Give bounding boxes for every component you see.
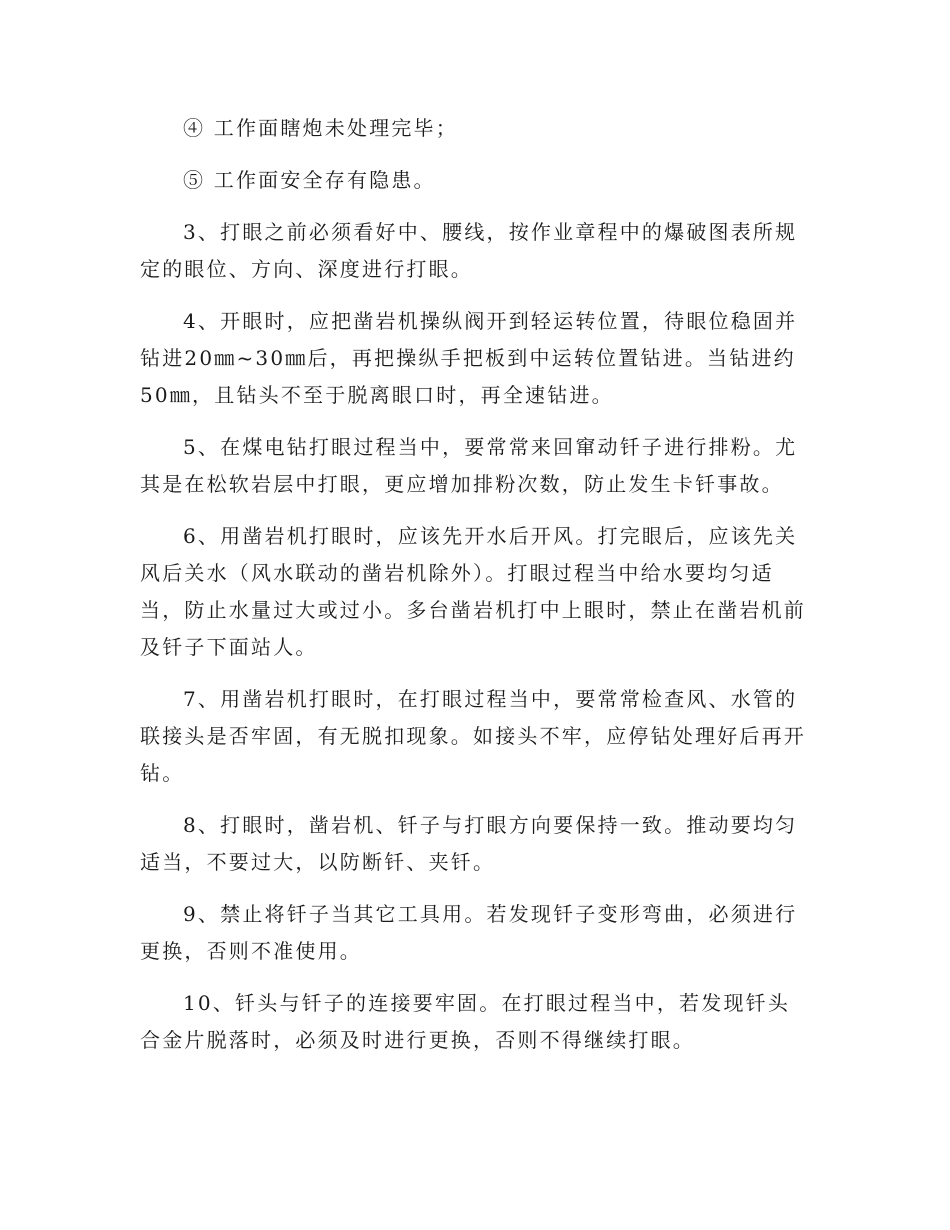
paragraph-3: 3、打眼之前必须看好中、腰线，按作业章程中的爆破图表所规定的眼位、方向、深度进行打眼。 (140, 220, 798, 281)
document-page (140, 110, 808, 1074)
paragraph-5: 5、在煤电钻打眼过程当中，要常常来回窜动钎子进行排粉。尤其是在松软岩层中打眼，更应增加排粉次数，防止发生卡钎事故。 (140, 435, 798, 496)
paragraph-10: 10、钎头与钎子的连接要牢固。在打眼过程当中，若发现钎头合金片脱落时，必须及时进行更换，否则不得继续打眼。 (140, 991, 791, 1052)
paragraph-6: 6、用凿岩机打眼时，应该先开水后开风。打完眼后，应该先关风后关水（风水联动的凿岩机除外）。打眼过程当中给水要均匀适当，防止水量过大或过小。多台凿岩机打中上眼时，禁止在凿岩机前及钎子下面站人。 (140, 524, 806, 659)
paragraph-item-5: ⑤ 工作面安全存有隐患。 (183, 168, 436, 192)
paragraph-8: 8、打眼时，凿岩机、钎子与打眼方向要保持一致。推动要均匀适当，不要过大，以防断钎、夹钎。 (140, 813, 798, 874)
paragraph-item-4: ④ 工作面瞎炮未处理完毕； (183, 116, 458, 140)
paragraph-4: 4、开眼时，应把凿岩机操纵阀开到轻运转位置，待眼位稳固并钻进20㎜~30㎜后，再把操纵手把板到中运转位置钻进。当钻进约 50㎜，且钻头不至于脱离眼口时，再全速钻进。 (140, 309, 798, 407)
paragraph-7: 7、用凿岩机打眼时，在打眼过程当中，要常常检查风、水管的联接头是否牢固，有无脱扣现象。如接头不牢，应停钻处理好后再开 钻。 (140, 687, 806, 785)
paragraph-9: 9、禁止将钎子当其它工具用。若发现钎子变形弯曲，必须进行更换，否则不准使用。 (140, 902, 798, 963)
